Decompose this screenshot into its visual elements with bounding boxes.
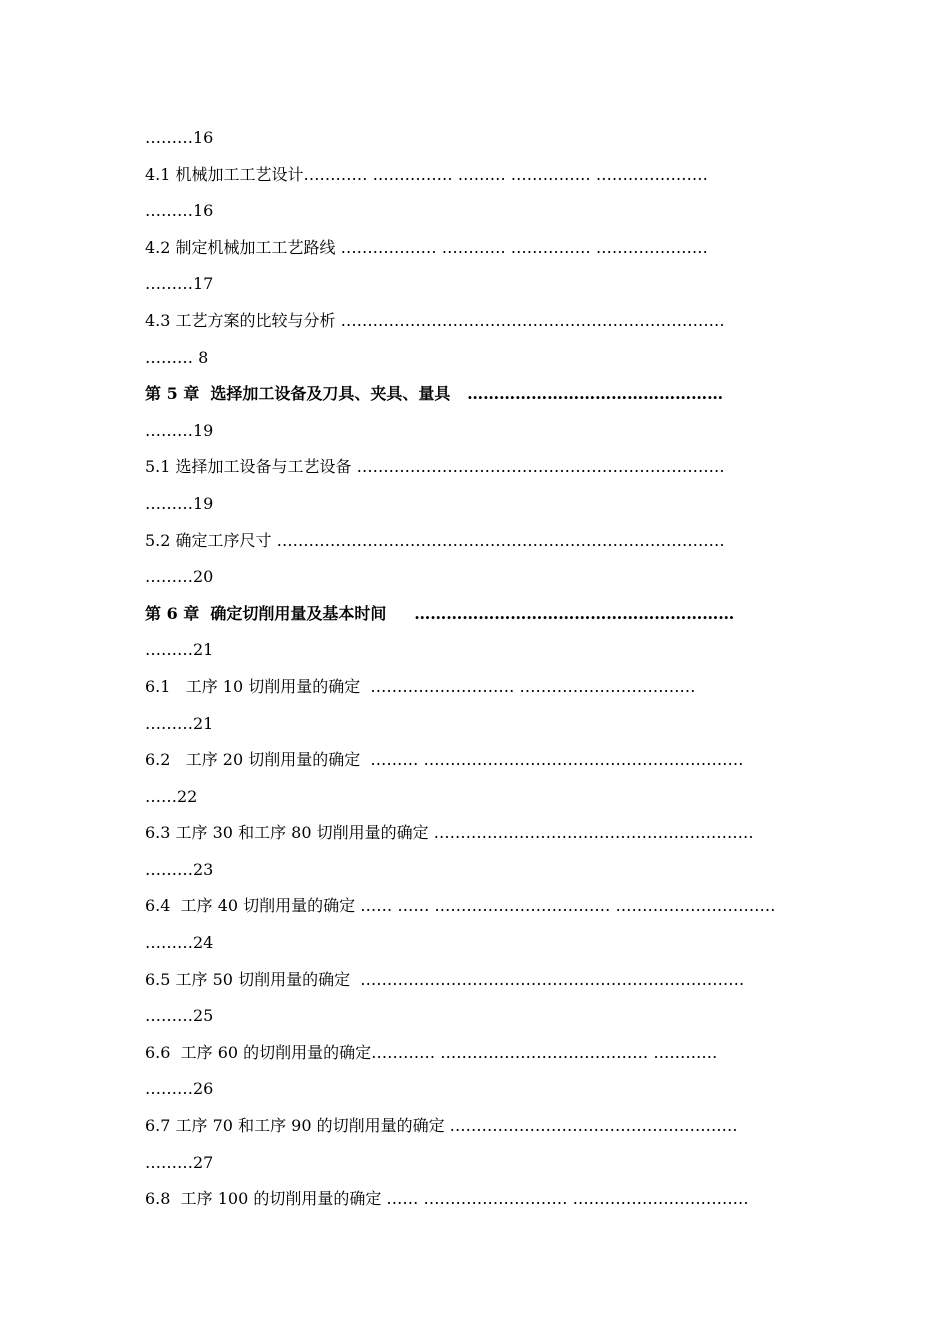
toc-entry-line: 4.3 工艺方案的比较与分析 ………………………………………………………………: [145, 310, 725, 330]
toc-entry-line: ………17: [145, 274, 214, 294]
toc-entry-line: ………19: [145, 493, 214, 513]
toc-entry-line: ………20: [145, 567, 214, 587]
toc-entry-line: ………26: [145, 1079, 214, 1099]
toc-chapter-heading: 第 6 章 确定切削用量及基本时间 ……………………………………………………: [145, 603, 735, 623]
toc-entry-line: 5.2 确定工序尺寸 …………………………………………………………………………: [145, 530, 725, 550]
toc-entry-line: 4.2 制定机械加工工艺路线 ……………… ………… …………… …………………: [145, 237, 708, 257]
toc-entry-line: 6.8 工序 100 的切削用量的确定 …… ……………………… ……………………………: [145, 1189, 749, 1209]
toc-entry-line: 6.7 工序 70 和工序 90 的切削用量的确定 ………………………………………………: [145, 1116, 738, 1136]
table-of-contents: [145, 125, 835, 1223]
toc-entry-line: 6.5 工序 50 切削用量的确定 ………………………………………………………………: [145, 969, 745, 989]
toc-entry-line: 6.4 工序 40 切削用量的确定 …… …… …………………………… …………………………: [145, 896, 776, 916]
toc-entry-line: ……22: [145, 786, 198, 806]
toc-entry-line: ………23: [145, 859, 214, 879]
toc-entry-line: 5.1 选择加工设备与工艺设备 ……………………………………………………………: [145, 457, 725, 477]
toc-entry-line: 6.6 工序 60 的切削用量的确定………… ………………………………… …………: [145, 1042, 718, 1062]
toc-entry-line: ………24: [145, 933, 214, 953]
toc-entry-line: ………16: [145, 201, 214, 221]
toc-chapter-heading: 第 5 章 选择加工设备及刀具、夹具、量具 …………………………………………: [145, 384, 724, 404]
toc-entry-line: ……… 8: [145, 347, 209, 367]
toc-entry-line: ………16: [145, 128, 214, 147]
toc-entry-line: 6.1 工序 10 切削用量的确定 ……………………… ……………………………: [145, 676, 696, 696]
toc-entry-line: ………21: [145, 640, 214, 660]
toc-entry-line: 6.2 工序 20 切削用量的确定 ……… ……………………………………………………: [145, 750, 744, 770]
toc-entry-line: 4.1 机械加工工艺设计………… …………… ……… …………… …………………: [145, 164, 708, 184]
toc-entry-line: ………27: [145, 1152, 214, 1172]
toc-entry-line: ………21: [145, 713, 214, 733]
toc-entry-line: ………25: [145, 1006, 214, 1026]
toc-entry-line: 6.3 工序 30 和工序 80 切削用量的确定 ……………………………………………………: [145, 823, 754, 843]
toc-entry-line: ………19: [145, 420, 214, 440]
